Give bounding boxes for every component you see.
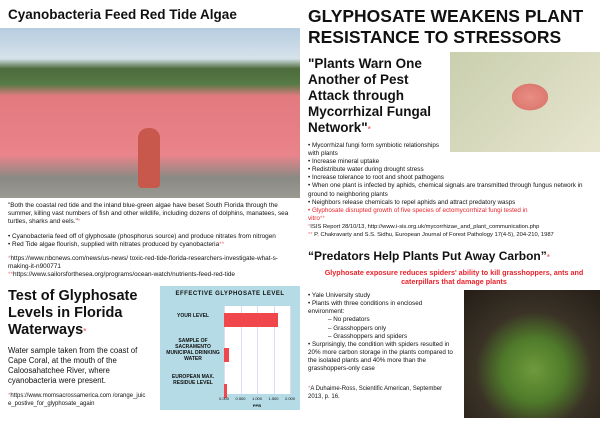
source-link[interactable]: https://www.momsacrossamerica.com /orange_juice_postive_for_glyphosate_again [8,392,146,407]
test-source [8,392,148,408]
footnote-mark: * [308,386,311,393]
section-title-cyanobacteria: Cyanobacteria Feed Red Tide Algae [8,7,237,22]
section-heading-predators [308,249,600,265]
footnote-mark: * [77,218,81,226]
red-statement: Glyphosate exposure reduces spiders' ability to kill grasshoppers, ants and caterpillars that damage plants [324,268,584,287]
footnote-mark: * [83,326,87,336]
bar [224,348,229,362]
category-label: YOUR LEVEL [177,312,209,319]
x-tick-label: 0.500 [235,395,246,401]
footnote-mark: * [367,125,371,134]
red-tide-text [8,202,294,280]
bullet: • Red Tide algae flourish, supplied with nitrates produced by cyanobacteria [8,240,220,248]
bullet: • Increase tolerance to root and shoot pathogens [308,174,444,182]
test-description: Water sample taken from the coast of Cape Coral, at the mouth of the Caloosahatchee River, where cyanobacteria were present. [8,345,138,385]
source: P. Chakravarty and S.S. Sidhu, European Journal of Forest Pathology 17(4-5), 204-210, 1987 [314,232,554,239]
chart-title: EFFECTIVE GLYPHOSATE LEVEL [175,290,285,297]
category-label: EUROPEAN MAX. RESIDUE LEVEL [171,373,215,386]
footnote-mark: * [308,223,311,230]
sub-item: – No predators [328,316,370,324]
x-tick-label: 0.000 [218,395,230,401]
footnote-mark: ** [219,240,225,248]
footnote-mark: ** [8,271,13,279]
heading-text: "Plants Warn One Another of Pest Attack through Mycorrhizal Fungal Network" [308,56,432,135]
right-column [308,0,600,424]
spider-photo [464,290,600,418]
footnote-mark: * [8,255,11,263]
red-tide-photo [0,28,300,198]
bar [224,313,278,327]
gridline [290,306,291,394]
footnote-mark: ** [319,214,325,222]
main-title: GLYPHOSATE WEAKENS PLANT RESISTANCE TO STRESSORS [308,6,584,47]
bullet: • When one plant is infected by aphids, chemical signals are transmitted through fungus network in ground to neighboring plants [308,182,583,198]
bullet: • Increase mineral uptake [308,158,380,166]
bullet: • Yale University study [308,292,371,300]
category-label: SAMPLE OF SACRAMENTO MUNICIPAL DRINKING WATER [166,337,220,362]
heading-text: “Predators Help Plants Put Away Carbon” [308,249,547,264]
footnote-mark: ** [308,232,313,239]
section-title-test [8,288,148,340]
source-link[interactable]: https://www.sailorsforthesea.org/programs/ocean-watch/nutrients-feed-red-tide [12,271,235,279]
x-tick-label: 2.000 [284,395,296,401]
sub-item: – Grasshoppers only [328,324,387,332]
quote: "Both the coastal red tide and the inland blue-green algae have beset South Florida through the summer, killing vast numbers of fish and other wildlife, including dozens of dolphins, manatees, sea turtles, sharks and eels." [8,202,289,226]
test-section [0,286,300,410]
girl-figure [138,128,160,188]
footnote-mark: * [8,392,11,399]
aphid-photo [450,52,600,152]
bullet: • Plants with three conditions in enclosed environment: [308,300,423,316]
source: ISIS Report 28/10/13, http://www.i-sis.org.uk/mycorrhizae_and_plant_communication.php [310,223,540,230]
source-link[interactable]: https://www.nbcnews.com/news/us-news/ toxic-red-tide-florida-researchers-investigate-what-s-making-it-n900771 [8,255,278,271]
x-axis-label: PPB [252,402,262,408]
bullet: • Cyanobacteria feed off of glyphosate (phosphorus source) and produce nitrates from nitrogen [8,232,276,240]
x-tick-label: 1.000 [251,395,263,401]
plot-area [224,306,290,394]
red-bullet: • Glyphosate disrupted growth of five species of ectomycorrhizal fungi tested in vitro [308,206,528,222]
bullet: • Mycorrhizal fungi form symbiotic relationships with plants [308,142,439,158]
glyphosate-chart [160,286,300,410]
bullet: • Surprisingly, the condition with spiders resulted in 20% more carbon storage in the plants compared to the isolated plants and 40% more than the grasshoppers-only case [308,340,453,372]
footnote-mark: * [546,253,550,263]
title-text: Test of Glyphosate Levels in Florida Waterways [8,287,138,338]
x-tick-label: 1.500 [268,395,279,401]
fungal-bullets [308,142,600,239]
source: A Duhaime-Ross, Scientific American, September 2013, p. 16. [308,386,443,401]
bullet: • Neighbors release chemicals to repel aphids and attract predatory wasps [308,198,516,206]
bullet: • Redistribute water during drought stress [308,166,424,174]
test-text [0,286,152,410]
sub-item: – Grasshoppers and spiders [328,332,408,340]
